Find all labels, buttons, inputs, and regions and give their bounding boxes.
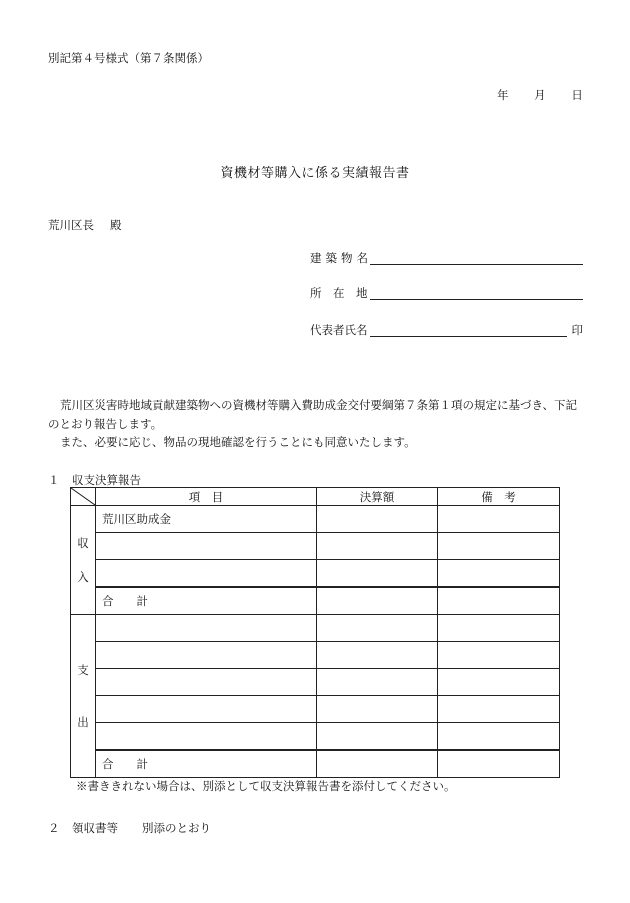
expense-amount-cell[interactable] <box>317 615 438 642</box>
income-amount-cell[interactable] <box>317 506 438 533</box>
representative-label: 代表者氏名 <box>310 323 368 337</box>
table-row <box>71 560 560 588</box>
income-remarks-cell[interactable] <box>438 506 560 533</box>
expense-remarks-cell[interactable] <box>438 642 560 669</box>
expense-total-label: 合 計 <box>96 750 317 778</box>
table-row <box>71 506 560 533</box>
income-remarks-cell[interactable] <box>438 533 560 560</box>
expense-total-remarks[interactable] <box>438 750 560 778</box>
expense-remarks-cell[interactable] <box>438 696 560 723</box>
expense-item-cell[interactable] <box>96 642 317 669</box>
document-title: 資機材等購入に係る実績報告書 <box>220 166 410 181</box>
header-amount: 決算額 <box>317 488 438 506</box>
diagonal-corner-cell <box>71 488 96 506</box>
location-field[interactable] <box>310 285 583 301</box>
table-row <box>71 723 560 751</box>
table-row <box>71 533 560 560</box>
header-remarks: 備 考 <box>438 488 560 506</box>
income-total-amount[interactable] <box>317 587 438 615</box>
expense-amount-cell[interactable] <box>317 696 438 723</box>
diagonal-line-icon <box>71 488 95 505</box>
addressee-name: 荒川区長 <box>48 218 94 232</box>
income-amount-cell[interactable] <box>317 533 438 560</box>
section-1-number: １ <box>48 473 60 487</box>
expense-total-amount[interactable] <box>317 750 438 778</box>
section-2-heading <box>48 820 211 836</box>
income-label-char-2: 入 <box>77 570 89 584</box>
addressee-honorific: 殿 <box>110 218 122 232</box>
expense-item-cell[interactable] <box>96 615 317 642</box>
income-total-row <box>71 587 560 615</box>
table-row <box>71 615 560 642</box>
expense-label-char-1: 支 <box>77 663 89 677</box>
building-name-label: 建築物名 <box>310 251 372 265</box>
income-expense-table <box>70 487 560 778</box>
table-row <box>71 669 560 696</box>
addressee <box>48 217 122 233</box>
expense-label <box>71 615 96 778</box>
expense-remarks-cell[interactable] <box>438 669 560 696</box>
expense-label-char-2: 出 <box>77 715 89 729</box>
expense-amount-cell[interactable] <box>317 642 438 669</box>
income-remarks-cell[interactable] <box>438 560 560 588</box>
date-line <box>497 87 583 103</box>
date-year: 年 <box>497 88 509 102</box>
income-item-cell[interactable] <box>96 560 317 588</box>
income-total-remarks[interactable] <box>438 587 560 615</box>
building-name-line <box>370 264 583 265</box>
date-day: 日 <box>571 88 583 102</box>
section-2-title: 領収書等 <box>72 821 118 835</box>
header-item: 項 目 <box>96 488 317 506</box>
expense-item-cell[interactable] <box>96 696 317 723</box>
section-2-number: ２ <box>48 821 60 835</box>
representative-line <box>370 336 567 337</box>
form-code: 別記第４号様式（第７条関係） <box>48 51 209 65</box>
income-item-cell[interactable]: 荒川区助成金 <box>96 506 317 533</box>
section-1-heading <box>48 472 141 488</box>
income-total-label: 合 計 <box>96 587 317 615</box>
expense-total-row <box>71 750 560 778</box>
income-label <box>71 506 96 615</box>
expense-amount-cell[interactable] <box>317 669 438 696</box>
income-label-char-1: 収 <box>77 536 89 550</box>
section-2-value: 別添のとおり <box>142 821 211 835</box>
location-label: 所 在 地 <box>310 286 368 300</box>
representative-field[interactable] <box>310 322 583 338</box>
table-note: ※書ききれない場合は、別添として収支決算報告書を添付してください。 <box>76 779 456 793</box>
income-amount-cell[interactable] <box>317 560 438 588</box>
table-row <box>71 696 560 723</box>
location-line <box>370 299 583 300</box>
expense-amount-cell[interactable] <box>317 723 438 751</box>
date-month: 月 <box>534 88 546 102</box>
table-row <box>71 642 560 669</box>
seal-mark: 印 <box>571 323 583 337</box>
expense-remarks-cell[interactable] <box>438 615 560 642</box>
expense-item-cell[interactable] <box>96 723 317 751</box>
section-1-title: 収支決算報告 <box>72 473 141 487</box>
income-item-cell[interactable] <box>96 533 317 560</box>
body-paragraph-2: また、必要に応じ、物品の現地確認を行うことにも同意いたします。 <box>60 435 416 449</box>
building-name-field[interactable] <box>310 250 583 266</box>
expense-remarks-cell[interactable] <box>438 723 560 751</box>
expense-item-cell[interactable] <box>96 669 317 696</box>
body-paragraph-1: 荒川区災害時地域貢献建築物への資機材等購入費助成金交付要綱第７条第１項の規定に基づき、下記のとおり報告します。 <box>48 398 578 431</box>
table-header-row <box>71 488 560 506</box>
